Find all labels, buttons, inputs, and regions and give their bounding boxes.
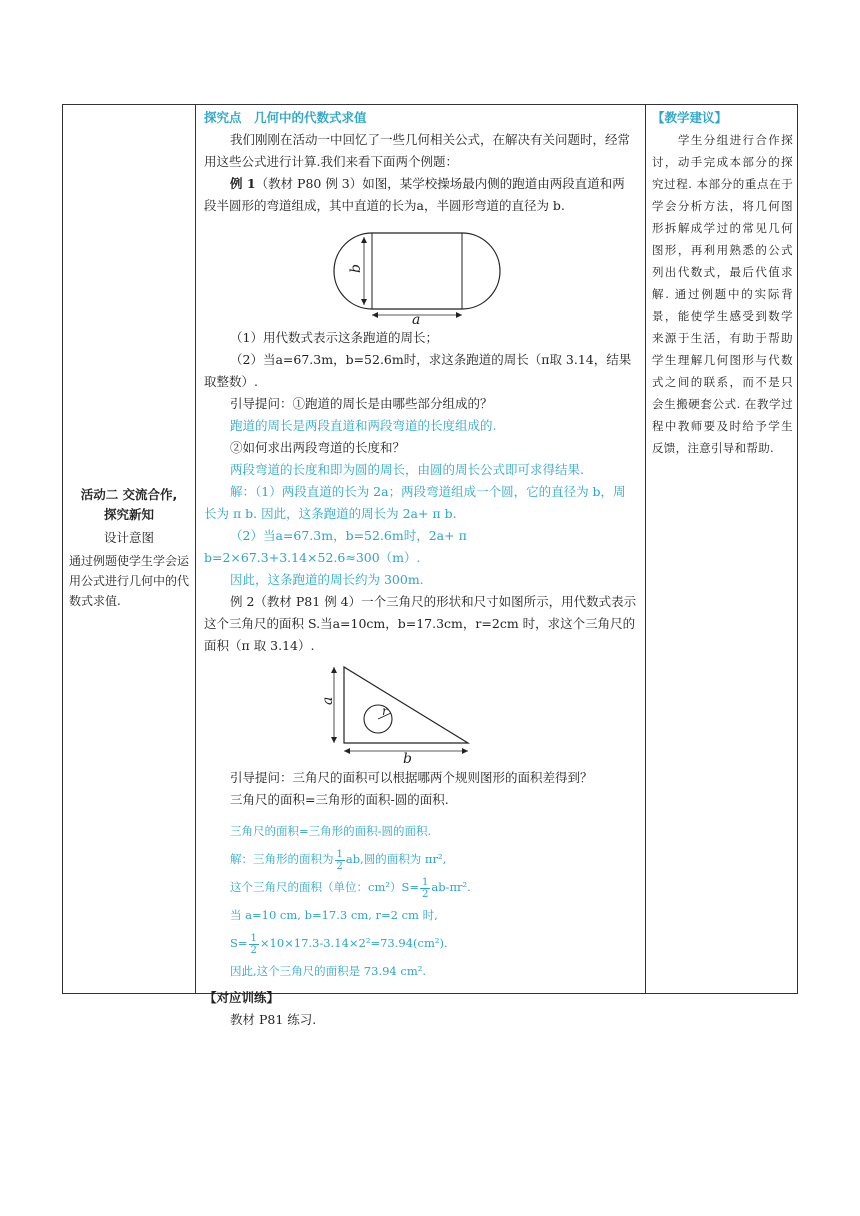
solution-1-part-2: （2）当a=67.3m，b=52.6m时，2a+ π b=2×67.3+3.14×52.6≈300（m）.	[204, 528, 467, 565]
question-1: （1）用代数式表示这条跑道的周长；	[230, 330, 438, 345]
example-1-label: 例 1	[230, 176, 256, 191]
lesson-table	[62, 104, 798, 1027]
activity-title-line2: 探究新知	[103, 507, 154, 522]
solution-2-line-2-pre: 解：三角形的面积为	[230, 852, 334, 866]
suggestion-title: 【教学建议】	[652, 110, 728, 125]
example-1-text: （教材 P80 例 3）如图，某学校操场最内侧的跑道由两段直道和两段半圆形的弯道组成，其中直道的长为a，半圆形弯道的直径为 b.	[204, 176, 625, 213]
content-cell	[204, 107, 637, 1031]
example-2: 例 2（教材 P81 例 4）一个三角尺的形状和尺寸如图所示，用代数式表示这个三角尺的面积 S.当a=10cm，b=17.3cm，r=2cm 时，求这个三角尺的面积（π 取 3.14）.	[204, 594, 637, 653]
design-label: 设计意图	[103, 530, 154, 545]
solution-2-line-2-rest: ab,圆的面积为 πr²,	[345, 852, 447, 866]
track-figure	[204, 221, 637, 327]
fraction-half	[335, 849, 345, 872]
content-column	[196, 105, 646, 1027]
fraction-half	[420, 877, 430, 900]
section-heading: 探究点 几何中的代数式求值	[204, 110, 367, 125]
activity-title-line1: 活动二 交流合作,	[80, 487, 178, 502]
track-label-b: b	[348, 264, 364, 273]
solution-2-line-3-pre: 这个三角尺的面积（单位：cm²）S=	[230, 880, 419, 894]
activity-column	[63, 105, 196, 993]
intro-paragraph: 我们刚刚在活动一中回忆了一些几何相关公式，在解决有关问题时，经常用这些公式进行计算.我们来看下面两个例题：	[204, 132, 631, 169]
fraction-denominator: 2	[250, 944, 257, 956]
triangle-diagram	[204, 661, 638, 767]
guide-question-1: 引导提问：①跑道的周长是由哪些部分组成的？	[230, 396, 493, 411]
suggestion-cell	[652, 107, 793, 459]
solution-1-part-1: 解：（1）两段直道的长为 2a；两段弯道组成一个圆，它的直径为 b，周长为 π b. 因此，这条跑道的周长为 2a+ π b.	[204, 484, 626, 521]
guide-question-2: ②如何求出两段弯道的长度和？	[230, 440, 406, 455]
solution-2-line-1: 三角尺的面积=三角形的面积-圆的面积.	[230, 824, 432, 838]
solution-2-line-4: 当 a=10 cm, b=17.3 cm, r=2 cm 时,	[230, 908, 438, 922]
activity-cell	[69, 485, 189, 611]
solution-2-line-5	[230, 929, 637, 957]
answer-1: 跑道的周长是两段直道和两段弯道的长度组成的.	[230, 418, 497, 433]
triangle-label-a: a	[320, 696, 336, 705]
solution-2-line-3-post: ab-πr².	[431, 880, 471, 894]
fraction-numerator: 1	[421, 876, 429, 888]
track-diagram	[204, 221, 638, 327]
suggestion-body: 学生分组进行合作探讨，动手完成本部分的探究过程. 本部分的重点在于学会分析方法，将几何图形拆解成学过的常见几何图形，再利用熟悉的公式列出代数式，最后代值求解. 通过例题中的实际背景，能使学生感受到数学来源于生活，有助于帮助学生理解几何图形与代数式之间的联系，而不是只会生搬硬套公式. 在教学过程中教师要及时给予学生反馈，注意引导和帮助.	[652, 133, 793, 455]
fraction-half	[249, 933, 259, 956]
solution-2-block	[204, 817, 637, 985]
practice-title: 【对应训练】	[204, 990, 280, 1005]
solution-1-conclusion: 因此，这条跑道的周长约为 300m.	[230, 572, 424, 587]
practice-text: 教材 P81 练习.	[230, 1012, 317, 1027]
answer-3: 三角尺的面积=三角形的面积-圆的面积.	[230, 792, 449, 807]
solution-2-line-5-post: ×10×17.3-3.14×2²=73.94(cm²).	[259, 936, 448, 950]
triangle-label-r: r	[382, 704, 388, 718]
triangle-figure	[204, 661, 637, 767]
track-label-a: a	[412, 312, 421, 327]
solution-2-line-5-pre: S=	[230, 936, 248, 950]
fraction-numerator: 1	[250, 932, 257, 944]
triangle-label-b: b	[403, 751, 412, 767]
solution-2-line-3	[230, 873, 637, 901]
question-2: （2）当a=67.3m，b=52.6m时，求这条跑道的周长（π取 3.14，结果取整数）.	[204, 352, 632, 389]
fraction-denominator: 2	[336, 860, 343, 872]
solution-2-line-6: 因此,这个三角尺的面积是 73.94 cm².	[230, 964, 426, 978]
suggestion-column	[646, 105, 799, 993]
solution-2-line-2	[230, 845, 637, 873]
fraction-denominator: 2	[421, 888, 429, 900]
example-1	[204, 173, 637, 217]
fraction-numerator: 1	[336, 848, 343, 860]
answer-2: 两段弯道的长度和即为圆的周长，由圆的周长公式即可求得结果.	[230, 462, 584, 477]
design-text: 通过例题使学生学会运用公式进行几何中的代数式求值.	[69, 554, 190, 608]
guide-question-3: 引导提问：三角尺的面积可以根据哪两个规则图形的面积差得到？	[230, 770, 593, 785]
